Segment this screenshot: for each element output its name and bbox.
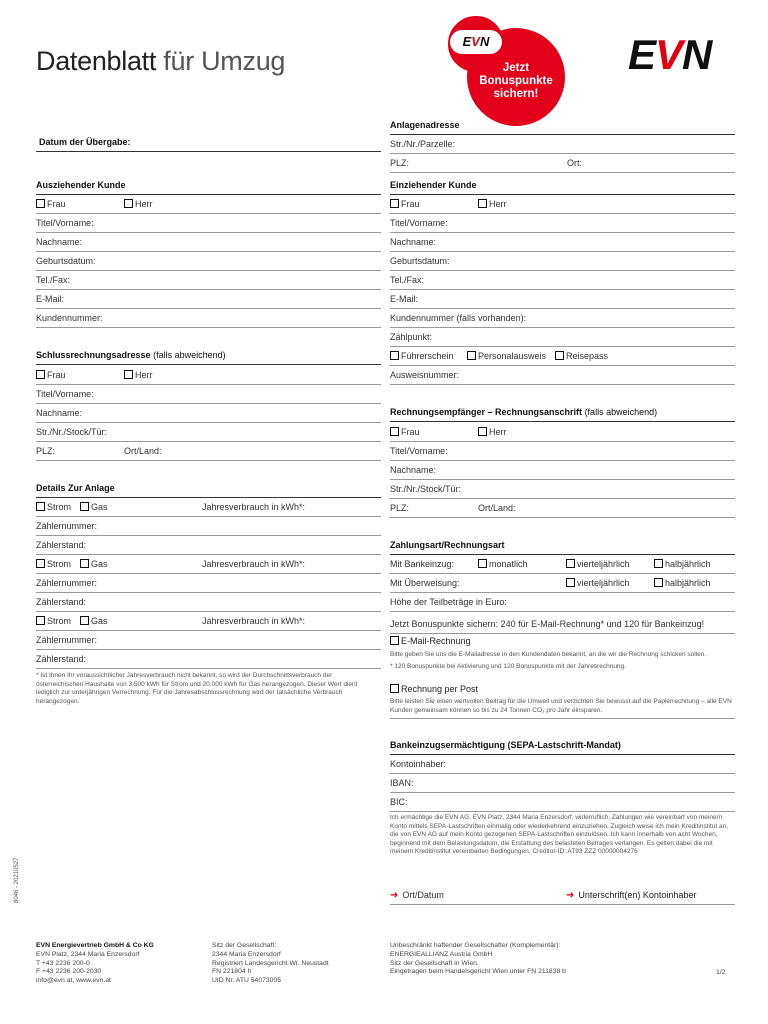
einziehend-geburt-field[interactable]: Geburtsdatum: [390, 252, 735, 271]
empfaenger-titel-field[interactable]: Titel/Vorname: [390, 442, 735, 461]
evn-logo: EVN [628, 31, 712, 78]
halbjaehrlich-checkbox[interactable]: halbjährlich [654, 574, 711, 592]
badge-evn-logo: EVN [450, 30, 502, 54]
schluss-str-field[interactable]: Str./Nr./Stock/Tür: [36, 423, 381, 442]
schluss-nachname-field[interactable]: Nachname: [36, 404, 381, 423]
verbrauch-field[interactable]: Jahresverbrauch in kWh*: [202, 559, 306, 569]
anlage-plz-field[interactable]: PLZ: Ort: [390, 154, 735, 173]
anlage-typ-row-2 [36, 555, 381, 574]
empfaenger-heading: Rechnungsempfänger – Rechnungsanschrift (falls abweichend) [390, 403, 735, 422]
sepa-heading: Bankeinzugsermächtigung (SEPA-Lastschrift-Mandat) [390, 736, 735, 755]
frau-checkbox[interactable]: Frau [390, 195, 420, 213]
gas-checkbox[interactable]: Gas [80, 612, 108, 630]
ausziehend-kunde-field[interactable]: Kundennummer: [36, 309, 381, 328]
ausziehend-geburt-field[interactable]: Geburtsdatum: [36, 252, 381, 271]
schluss-titel-field[interactable]: Titel/Vorname: [36, 385, 381, 404]
ueberweisung-row: Mit Überweisung: vierteljährlich halbjährlich [390, 574, 735, 593]
reisepass-checkbox[interactable]: Reisepass [555, 347, 608, 365]
kontoinhaber-field[interactable]: Kontoinhaber: [390, 755, 735, 774]
verbrauch-field[interactable]: Jahresverbrauch in kWh*: [202, 502, 306, 512]
verbrauch-footnote: * Ist Ihnen Ihr voraussichtlicher Jahresverbrauch nicht bekannt, so wird der Durchschnittsverbrauch der österreichischen Haushalte von 3.500 kWh für Strom und 20.000 kWh für Gas herangezogen. Dieser Wert dient lediglich zur unterjährigen Verrechnung. Für die Jahresabschlussrechnung wird der tatsächliche Verbrauch herangezogen. [36, 672, 358, 705]
form-code: 8046 - 20210527 [14, 857, 20, 903]
anlagenadresse-heading: Anlagenadresse [390, 116, 735, 135]
einziehend-tel-field[interactable]: Tel./Fax: [390, 271, 735, 290]
zaehlernummer-field[interactable]: Zählernummer: [36, 517, 381, 536]
empfaenger-anrede-row [390, 423, 735, 442]
zaehlerstand-field[interactable]: Zählerstand: [36, 536, 381, 555]
herr-checkbox[interactable]: Herr [478, 195, 507, 213]
zaehlerstand-field[interactable]: Zählerstand: [36, 593, 381, 612]
herr-checkbox[interactable]: Herr [124, 195, 153, 213]
ausweis-typ-row [390, 347, 735, 366]
herr-checkbox[interactable]: Herr [124, 366, 153, 384]
personalausweis-checkbox[interactable]: Personalausweis [467, 347, 546, 365]
vierteljaehrlich-checkbox[interactable]: vierteljährlich [566, 555, 630, 573]
bic-field[interactable]: BIC: [390, 793, 735, 812]
teilbetraege-field[interactable]: Höhe der Teilbeträge in Euro: [390, 593, 735, 612]
halbjaehrlich-checkbox[interactable]: halbjährlich [654, 555, 711, 573]
schluss-heading: Schlussrechnungsadresse (falls abweichend) [36, 346, 381, 365]
zaehlernummer-field[interactable]: Zählernummer: [36, 631, 381, 650]
schluss-plz-field[interactable]: PLZ: Ort/Land: [36, 442, 381, 461]
email-rechnung-checkbox[interactable]: E-Mail-Rechnung [390, 636, 471, 646]
bankeinzug-row: Mit Bankeinzug: monatlich vierteljährlich halbjährlich [390, 555, 735, 574]
einziehend-anrede-row [390, 195, 735, 214]
anlage-typ-row-3 [36, 612, 381, 631]
zahlung-heading: Zahlungsart/Rechnungsart [390, 536, 735, 555]
footer-haftung: Unbeschränkt haftender Gesellschafter (Komplementär): ENERGIEALLIANZ Austria GmbH Sitz der Gesellschaft in Wien. Eingetragen beim Handelsgericht Wien unter FN 211838 b [390, 942, 566, 976]
sepa-mandate-text: Ich ermächtige die EVN AG, EVN Platz, 2344 Maria Enzersdorf, widerruflich, Zahlungen wie vereinbart von meinem Konto mittels SEPA-Lastschriften einmalig oder wiederkehrend einzuziehen. Zugleich weise ich mein Kreditinstitut an, die von EVN AG auf mein Konto gezogenen SEPA-Lastschriften einzulösen. Ich kann innerhalb von acht Wochen, beginnend mit dem Belastungsdatum, die Erstattung des belasteten Betrages verlangen. Es gelten dabei die mit meinem Kreditinstitut vereinbarten Bedingungen. Creditor-ID: AT93 ZZZ 00000004276 [390, 814, 729, 856]
ausziehend-anrede-row [36, 195, 381, 214]
footer-company: EVN Energievertrieb GmbH & Co KG EVN Platz, 2344 Maria Enzersdorf T +43 2236 200-0 F +43 2236 200-2030 info@evn.at, www.evn.at [36, 942, 154, 985]
fuehrerschein-checkbox[interactable]: Führerschein [390, 347, 454, 365]
strom-checkbox[interactable]: Strom [36, 498, 71, 516]
zaehlernummer-field[interactable]: Zählernummer: [36, 574, 381, 593]
post-rechnung-checkbox[interactable]: Rechnung per Post [390, 684, 478, 694]
ausweisnummer-field[interactable]: Ausweisnummer: [390, 366, 735, 385]
datum-uebergabe-field[interactable]: Datum der Übergabe: [36, 133, 381, 152]
email-note-2: * 120 Bonuspunkte bei Aktivierung und 120 Bonuspunkte mit der Jahresrechnung. [390, 663, 626, 670]
strom-checkbox[interactable]: Strom [36, 555, 71, 573]
page-number: 1/2 [716, 969, 726, 976]
zaehlpunkt-field[interactable]: Zählpunkt: [390, 328, 735, 347]
bonus-info: Jetzt Bonuspunkte sichern: 240 für E-Mail-Rechnung* und 120 für Bankeinzug! [390, 615, 735, 634]
strom-checkbox[interactable]: Strom [36, 612, 71, 630]
bonus-badge: Jetzt Bonuspunkte sichern! [467, 28, 565, 126]
herr-checkbox[interactable]: Herr [478, 423, 507, 441]
vierteljaehrlich-checkbox[interactable]: vierteljährlich [566, 574, 630, 592]
frau-checkbox[interactable]: Frau [36, 366, 66, 384]
ausziehend-nachname-field[interactable]: Nachname: [36, 233, 381, 252]
iban-field[interactable]: IBAN: [390, 774, 735, 793]
anlage-typ-row-1 [36, 498, 381, 517]
unterschrift-field[interactable]: ➔ Unterschrift(en) Kontoinhaber [566, 890, 697, 901]
page-title: Datenblatt für Umzug [36, 46, 286, 76]
verbrauch-field[interactable]: Jahresverbrauch in kWh*: [202, 616, 306, 626]
einziehend-titel-field[interactable]: Titel/Vorname: [390, 214, 735, 233]
empfaenger-nachname-field[interactable]: Nachname: [390, 461, 735, 480]
ausziehend-email-field[interactable]: E-Mail: [36, 290, 381, 309]
gas-checkbox[interactable]: Gas [80, 498, 108, 516]
einziehend-nachname-field[interactable]: Nachname: [390, 233, 735, 252]
einziehend-kunde-field[interactable]: Kundennummer (falls vorhanden): [390, 309, 735, 328]
ausziehend-tel-field[interactable]: Tel./Fax: [36, 271, 381, 290]
ort-datum-field[interactable]: ➔ Ort/Datum [390, 886, 735, 905]
anlage-heading: Details Zur Anlage [36, 479, 381, 498]
frau-checkbox[interactable]: Frau [390, 423, 420, 441]
empfaenger-plz-field[interactable]: PLZ: Ort/Land: [390, 499, 735, 518]
monatlich-checkbox[interactable]: monatlich [478, 555, 528, 573]
str-parzelle-field[interactable]: Str./Nr./Parzelle: [390, 135, 735, 154]
einziehend-email-field[interactable]: E-Mail: [390, 290, 735, 309]
frau-checkbox[interactable]: Frau [36, 195, 66, 213]
einziehender-kunde-heading: Einziehender Kunde [390, 176, 735, 195]
empfaenger-str-field[interactable]: Str./Nr./Stock/Tür: [390, 480, 735, 499]
ausziehender-kunde-heading: Ausziehender Kunde [36, 176, 381, 195]
schluss-anrede-row [36, 366, 381, 385]
post-note: Bitte leisten Sie einen wertvollen Beitrag für die Umwelt und verzichten Sie bewusst auf die Papierrechnung – alle EVN Kunden gemeinsam können so bis zu 24 Tonnen CO₂ pro Jahr einsparen. [390, 698, 735, 719]
gas-checkbox[interactable]: Gas [80, 555, 108, 573]
ausziehend-titel-field[interactable]: Titel/Vorname: [36, 214, 381, 233]
email-note-1: Bitte geben Sie uns die E-Mailadresse in den Kundendaten bekannt, an die wir die Rechnung schicken sollen. [390, 651, 707, 658]
zaehlerstand-field[interactable]: Zählerstand: [36, 650, 381, 669]
footer-sitz: Sitz der Gesellschaft: 2344 Maria Enzersdorf Registriert Landesgericht Wr. Neustadt FN 221804 h UID Nr. ATU 54073005 [212, 942, 329, 985]
